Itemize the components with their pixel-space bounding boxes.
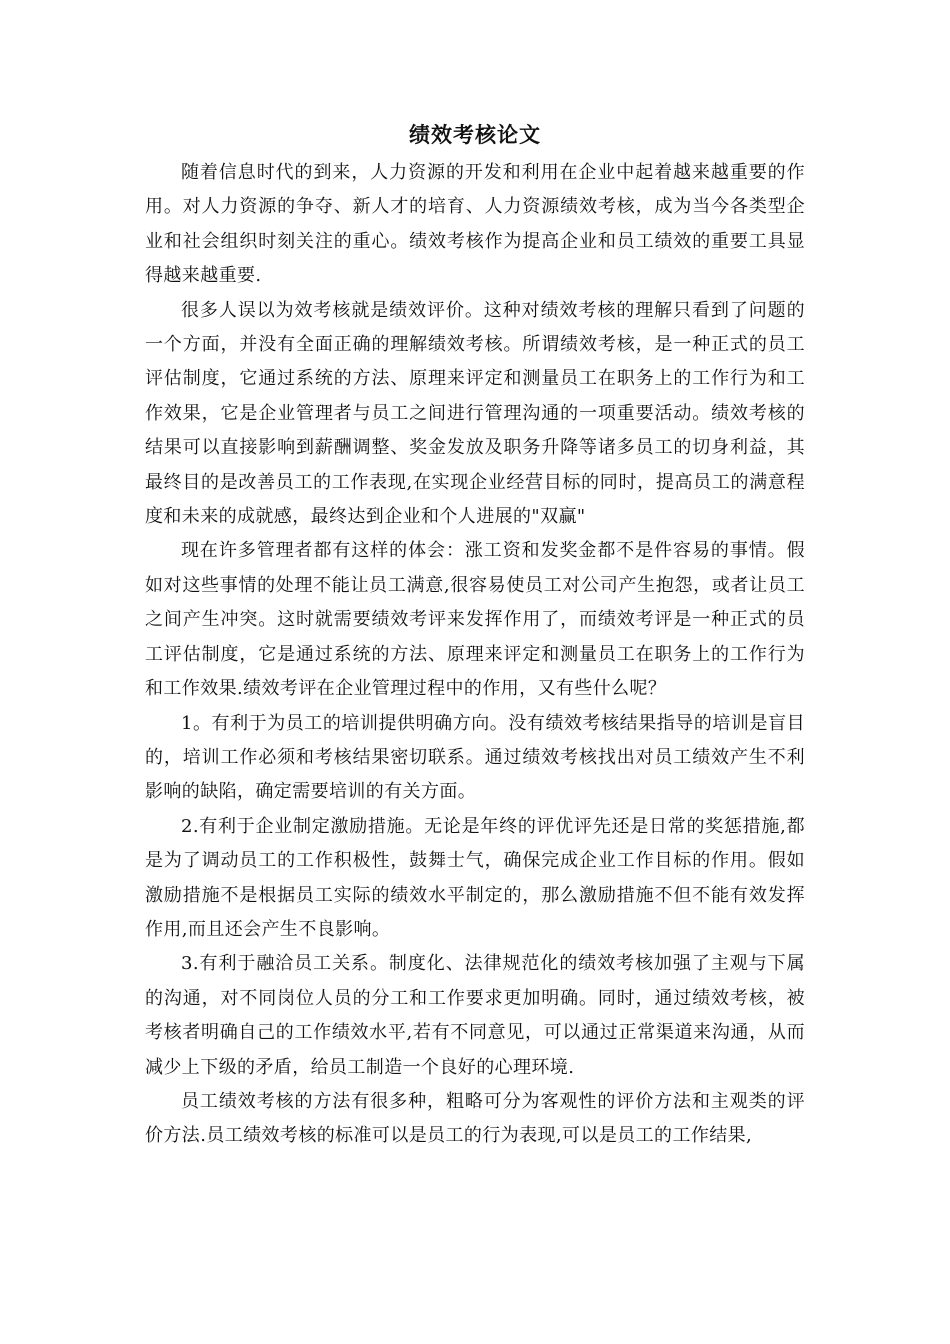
paragraph-methods: 员工绩效考核的方法有很多种，粗略可分为客观性的评价方法和主观类的评价方法.员工绩效考核的标准可以是员工的行为表现,可以是员工的工作结果, [145, 1090, 805, 1147]
paragraph-role: 现在许多管理者都有这样的体会：涨工资和发奖金都不是件容易的事情。假如对这些事情的处理不能让员工满意,很容易使员工对公司产生抱怨，或者让员工之间产生冲突。这时就需要绩效考评来发挥作用了，而绩效考评是一种正式的员工评估制度，它是通过系统的方法、原理来评定和测量员工在职务上的工作行为和工作效果.绩效考评在企业管理过程中的作用，又有些什么呢？ [145, 540, 805, 700]
paragraph-point-1: 1。有利于为员工的培训提供明确方向。没有绩效考核结果指导的培训是盲目的，培训工作必须和考核结果密切联系。通过绩效考核找出对员工绩效产生不利影响的缺陷，确定需要培训的有关方面。 [145, 712, 805, 803]
document-body [145, 116, 805, 1154]
document-title: 绩效考核论文 [409, 123, 541, 147]
paragraph-intro: 随着信息时代的到来，人力资源的开发和利用在企业中起着越来越重要的作用。对人力资源的争夺、新人才的培育、人力资源绩效考核，成为当今各类型企业和社会组织时刻关注的重心。绩效考核作为提高企业和员工绩效的重要工具显得越来越重要. [145, 162, 805, 287]
paragraph-definition: 很多人误以为效考核就是绩效评价。这种对绩效考核的理解只看到了问题的一个方面，并没有全面正确的理解绩效考核。所谓绩效考核，是一种正式的员工评估制度，它通过系统的方法、原理来评定和测量员工在职务上的工作行为和工作效果，它是企业管理者与员工之间进行管理沟通的一项重要活动。绩效考核的结果可以直接影响到薪酬调整、奖金发放及职务升降等诸多员工的切身利益，其最终目的是改善员工的工作表现,在实现企业经营目标的同时，提高员工的满意程度和未来的成就感，最终达到企业和个人进展的"双赢" [145, 299, 805, 528]
paragraph-point-3: 3.有利于融洽员工关系。制度化、法律规范化的绩效考核加强了主观与下属的沟通，对不同岗位人员的分工和工作要求更加明确。同时，通过绩效考核，被考核者明确自己的工作绩效水平,若有不同意见，可以通过正常渠道来沟通，从而减少上下级的矛盾，给员工制造一个良好的心理环境. [145, 953, 805, 1078]
paragraph-point-2: 2.有利于企业制定激励措施。无论是年终的评优评先还是日常的奖惩措施,都是为了调动员工的工作积极性，鼓舞士气，确保完成企业工作目标的作用。假如激励措施不是根据员工实际的绩效水平制定的，那么激励措施不但不能有效发挥作用,而且还会产生不良影响。 [145, 815, 805, 940]
